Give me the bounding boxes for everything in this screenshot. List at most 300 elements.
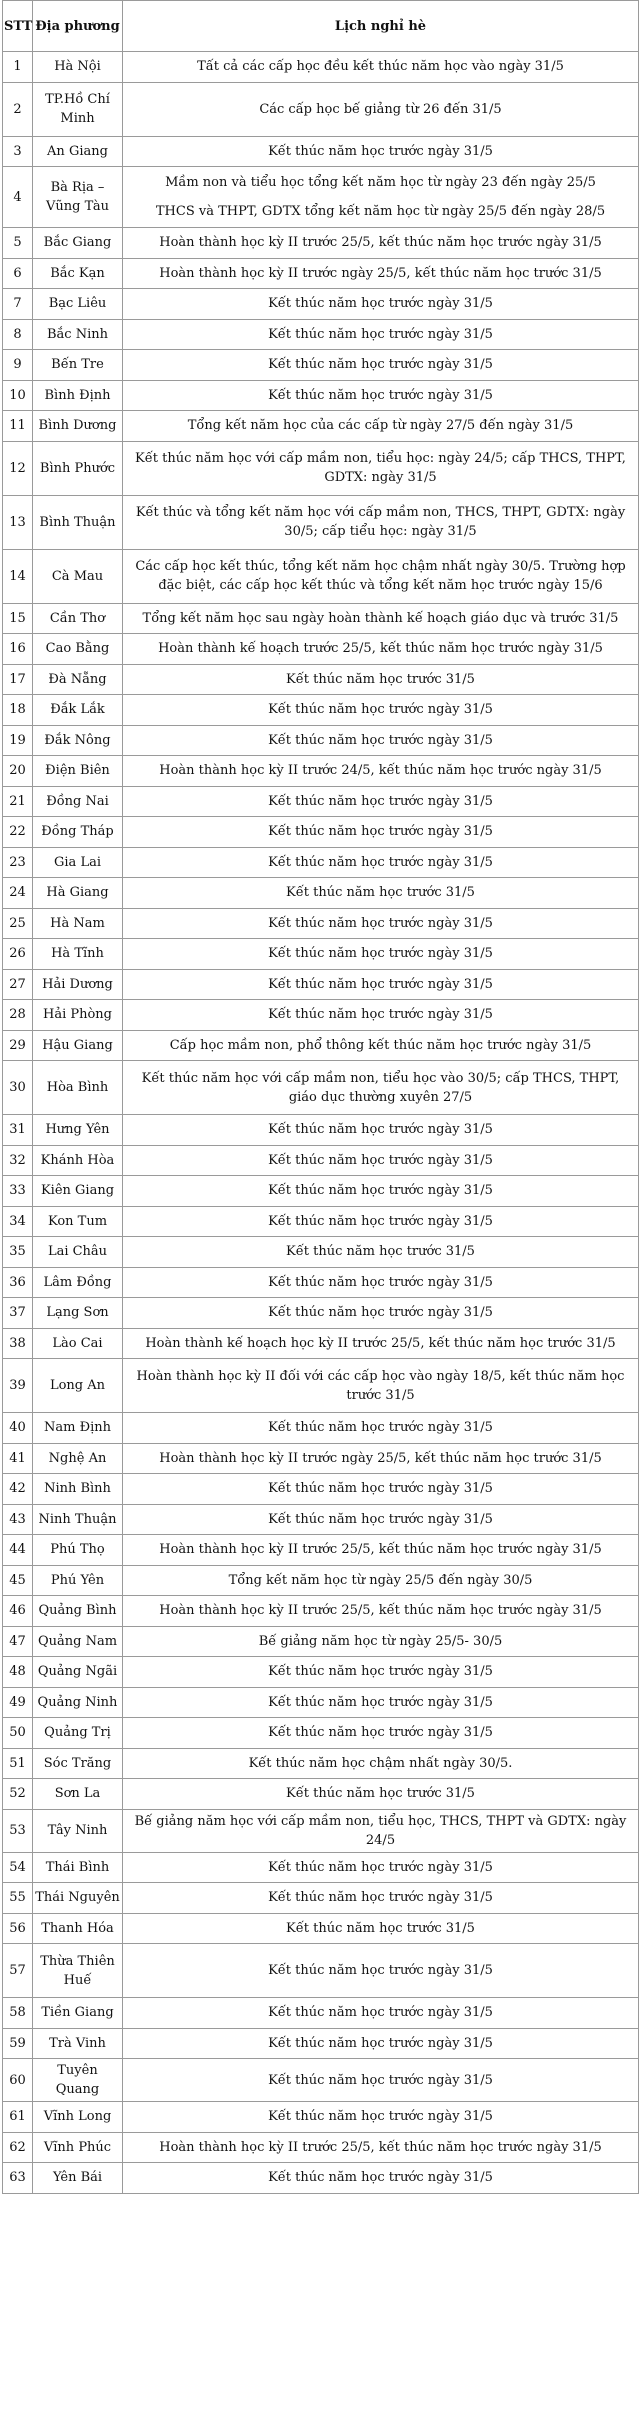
row-schedule (123, 664, 639, 695)
row-schedule (123, 1115, 639, 1146)
schedule-line: Tổng kết năm học từ ngày 25/5 đến ngày 30/5 (228, 1572, 533, 1588)
row-stt: 3 (3, 136, 33, 167)
row-stt: 9 (3, 350, 33, 381)
schedule-line: Kết thúc năm học trước ngày 31/5 (268, 915, 493, 931)
table-row (3, 1944, 639, 1998)
row-location: Đồng Nai (33, 786, 123, 817)
row-stt: 48 (3, 1657, 33, 1688)
table-row (3, 1267, 639, 1298)
row-stt: 57 (3, 1944, 33, 1998)
schedule-line: Kết thúc năm học trước ngày 31/5 (268, 2072, 493, 2088)
row-schedule (123, 1883, 639, 1914)
row-location: Hà Giang (33, 878, 123, 909)
schedule-line: Hoàn thành học kỳ II trước 25/5, kết thúc năm học trước ngày 31/5 (159, 1603, 602, 1619)
row-stt: 38 (3, 1328, 33, 1359)
schedule-line: Kết thúc năm học trước ngày 31/5 (268, 702, 493, 718)
table-row (3, 756, 639, 787)
row-schedule (123, 1000, 639, 1031)
row-schedule (123, 2059, 639, 2102)
schedule-line: Kết thúc năm học trước ngày 31/5 (268, 1007, 493, 1023)
row-schedule (123, 1413, 639, 1444)
schedule-line: Kết thúc năm học trước ngày 31/5 (268, 1213, 493, 1229)
row-location: Bắc Kạn (33, 258, 123, 289)
row-location: Cao Bằng (33, 634, 123, 665)
row-stt: 62 (3, 2132, 33, 2163)
row-schedule (123, 969, 639, 1000)
row-stt: 13 (3, 495, 33, 549)
row-location: Bạc Liêu (33, 289, 123, 320)
row-schedule (123, 1718, 639, 1749)
table-row (3, 2059, 639, 2102)
row-schedule (123, 1030, 639, 1061)
schedule-line: Kết thúc năm học trước ngày 31/5 (268, 1664, 493, 1680)
schedule-line: Hoàn thành học kỳ II trước ngày 25/5, kết thúc năm học trước 31/5 (159, 1450, 602, 1466)
schedule-line: Kết thúc năm học với cấp mầm non, tiểu học: ngày 24/5; cấp THCS, THPT, GDTX: ngày 31/5 (135, 451, 626, 485)
row-schedule (123, 1852, 639, 1883)
schedule-line: Kết thúc và tổng kết năm học với cấp mầm non, THCS, THPT, GDTX: ngày 30/5; cấp tiểu học: ngày 31/5 (135, 505, 626, 539)
table-row (3, 2102, 639, 2133)
schedule-line: Kết thúc năm học trước ngày 31/5 (268, 326, 493, 342)
schedule-line: Kết thúc năm học trước ngày 31/5 (268, 1122, 493, 1138)
row-schedule (123, 441, 639, 495)
row-stt: 60 (3, 2059, 33, 2102)
schedule-line: Hoàn thành học kỳ II đối với các cấp học vào ngày 18/5, kết thúc năm học trước 31/5 (136, 1368, 625, 1403)
row-stt: 1 (3, 52, 33, 83)
row-stt: 24 (3, 878, 33, 909)
row-location: Thái Nguyên (33, 1883, 123, 1914)
row-stt: 8 (3, 319, 33, 350)
schedule-line: Bế giảng năm học từ ngày 25/5- 30/5 (258, 1633, 503, 1649)
row-stt: 18 (3, 695, 33, 726)
table-row (3, 1145, 639, 1176)
row-location: Quảng Nam (33, 1626, 123, 1657)
table-row (3, 1298, 639, 1329)
row-location: Lai Châu (33, 1237, 123, 1268)
schedule-line: Kết thúc năm học trước 31/5 (286, 1244, 475, 1260)
row-location: Tiền Giang (33, 1998, 123, 2029)
row-stt: 55 (3, 1883, 33, 1914)
row-location: Ninh Bình (33, 1474, 123, 1505)
schedule-line: Kết thúc năm học trước ngày 31/5 (268, 296, 493, 312)
row-schedule (123, 878, 639, 909)
row-location: Vĩnh Long (33, 2102, 123, 2133)
row-schedule (123, 1061, 639, 1115)
table-row (3, 847, 639, 878)
row-schedule (123, 1748, 639, 1779)
row-schedule (123, 2132, 639, 2163)
table-row (3, 969, 639, 1000)
schedule-line: Tổng kết năm học của các cấp từ ngày 27/5 đến ngày 31/5 (187, 418, 574, 434)
row-stt: 52 (3, 1779, 33, 1810)
row-stt: 63 (3, 2163, 33, 2194)
table-row (3, 1596, 639, 1627)
row-location: Đà Nẵng (33, 664, 123, 695)
table-row (3, 908, 639, 939)
table-row (3, 1328, 639, 1359)
row-location: Bình Dương (33, 411, 123, 442)
row-stt: 26 (3, 939, 33, 970)
row-stt: 53 (3, 1809, 33, 1852)
table-row (3, 2028, 639, 2059)
table-row (3, 380, 639, 411)
row-schedule (123, 1474, 639, 1505)
schedule-line: Kết thúc năm học trước 31/5 (286, 885, 475, 901)
row-stt: 17 (3, 664, 33, 695)
table-body (3, 52, 639, 2194)
table-row (3, 1998, 639, 2029)
row-schedule (123, 380, 639, 411)
row-stt: 33 (3, 1176, 33, 1207)
row-schedule (123, 1626, 639, 1657)
row-stt: 34 (3, 1206, 33, 1237)
schedule-line: THCS và THPT, GDTX tổng kết năm học từ ngày 25/5 đến ngày 28/5 (155, 204, 606, 219)
schedule-line: Kết thúc năm học trước ngày 31/5 (268, 357, 493, 373)
row-stt: 45 (3, 1565, 33, 1596)
row-stt: 20 (3, 756, 33, 787)
table-row (3, 1718, 639, 1749)
row-location: Lâm Đồng (33, 1267, 123, 1298)
header-stt: STT (3, 1, 33, 52)
schedule-line: Bế giảng năm học với cấp mầm non, tiểu học, THCS, THPT và GDTX: ngày 24/5 (134, 1813, 627, 1848)
row-location: Quảng Bình (33, 1596, 123, 1627)
row-schedule (123, 1504, 639, 1535)
table-row (3, 1687, 639, 1718)
row-stt: 35 (3, 1237, 33, 1268)
row-location: Bắc Ninh (33, 319, 123, 350)
schedule-line: Hoàn thành học kỳ II trước 25/5, kết thúc năm học trước ngày 31/5 (159, 2139, 602, 2155)
row-schedule (123, 847, 639, 878)
row-stt: 21 (3, 786, 33, 817)
row-location: Điện Biên (33, 756, 123, 787)
schedule-line: Kết thúc năm học trước ngày 31/5 (268, 2170, 493, 2186)
row-stt: 14 (3, 549, 33, 603)
schedule-line: Kết thúc năm học trước ngày 31/5 (268, 1183, 493, 1199)
row-schedule (123, 908, 639, 939)
schedule-line: Kết thúc năm học trước ngày 31/5 (268, 2005, 493, 2021)
table-row (3, 1030, 639, 1061)
schedule-line: Hoàn thành học kỳ II trước 25/5, kết thúc năm học trước ngày 31/5 (159, 1542, 602, 1558)
schedule-line: Kết thúc năm học trước ngày 31/5 (268, 976, 493, 992)
schedule-line: Cấp học mầm non, phổ thông kết thúc năm học trước ngày 31/5 (169, 1037, 592, 1053)
row-location: Tuyên Quang (33, 2059, 123, 2102)
row-schedule (123, 1206, 639, 1237)
table-row (3, 1000, 639, 1031)
schedule-line: Kết thúc năm học trước ngày 31/5 (268, 1481, 493, 1497)
schedule-line: Kết thúc năm học trước ngày 31/5 (268, 1725, 493, 1741)
table-row (3, 52, 639, 83)
row-stt: 61 (3, 2102, 33, 2133)
table-row (3, 82, 639, 136)
schedule-line: Kết thúc năm học chậm nhất ngày 30/5. (248, 1755, 513, 1771)
row-location: Bắc Giang (33, 228, 123, 259)
row-location: Hải Dương (33, 969, 123, 1000)
row-schedule (123, 756, 639, 787)
schedule-line: Kết thúc năm học trước ngày 31/5 (268, 1305, 493, 1321)
row-location: Bình Phước (33, 441, 123, 495)
row-schedule (123, 634, 639, 665)
row-location: Vĩnh Phúc (33, 2132, 123, 2163)
row-stt: 23 (3, 847, 33, 878)
row-location: Hà Nam (33, 908, 123, 939)
row-schedule (123, 2163, 639, 2194)
row-location: Lạng Sơn (33, 1298, 123, 1329)
table-row (3, 1535, 639, 1566)
table-row (3, 441, 639, 495)
table-row (3, 786, 639, 817)
schedule-line: Tổng kết năm học sau ngày hoàn thành kế hoạch giáo dục và trước 31/5 (142, 610, 619, 626)
row-location: Nghệ An (33, 1443, 123, 1474)
row-location: Bình Định (33, 380, 123, 411)
table-row (3, 1852, 639, 1883)
table-row (3, 319, 639, 350)
schedule-line: Kết thúc năm học trước ngày 31/5 (268, 1420, 493, 1436)
schedule-line: Hoàn thành học kỳ II trước 25/5, kết thúc năm học trước ngày 31/5 (159, 235, 602, 251)
row-location: Kiên Giang (33, 1176, 123, 1207)
row-schedule (123, 136, 639, 167)
row-schedule (123, 817, 639, 848)
row-schedule (123, 695, 639, 726)
row-location: Quảng Ninh (33, 1687, 123, 1718)
row-location: Bến Tre (33, 350, 123, 381)
row-stt: 16 (3, 634, 33, 665)
row-schedule (123, 228, 639, 259)
row-location: Kon Tum (33, 1206, 123, 1237)
row-stt: 42 (3, 1474, 33, 1505)
table-row (3, 1626, 639, 1657)
schedule-line: Kết thúc năm học trước ngày 31/5 (268, 1152, 493, 1168)
table-row (3, 695, 639, 726)
row-location: Hà Tĩnh (33, 939, 123, 970)
row-schedule (123, 319, 639, 350)
table-row (3, 2163, 639, 2194)
row-stt: 6 (3, 258, 33, 289)
row-schedule (123, 1237, 639, 1268)
row-location: Phú Yên (33, 1565, 123, 1596)
row-schedule (123, 350, 639, 381)
row-location: Thái Bình (33, 1852, 123, 1883)
table-row (3, 1115, 639, 1146)
row-stt: 43 (3, 1504, 33, 1535)
table-row (3, 1237, 639, 1268)
schedule-line: Kết thúc năm học với cấp mầm non, tiểu học vào 30/5; cấp THCS, THPT, giáo dục thường xuyên 27/5 (141, 1070, 620, 1105)
table-row (3, 495, 639, 549)
table-row (3, 603, 639, 634)
table-row (3, 258, 639, 289)
row-stt: 44 (3, 1535, 33, 1566)
table-row (3, 1779, 639, 1810)
row-schedule (123, 939, 639, 970)
row-stt: 15 (3, 603, 33, 634)
row-stt: 54 (3, 1852, 33, 1883)
table-row (3, 1657, 639, 1688)
row-schedule (123, 1535, 639, 1566)
row-stt: 2 (3, 82, 33, 136)
table-row (3, 411, 639, 442)
row-schedule (123, 1944, 639, 1998)
schedule-line: Hoàn thành kế hoạch trước 25/5, kết thúc năm học trước ngày 31/5 (158, 641, 603, 657)
table-row (3, 634, 639, 665)
row-location: Hòa Bình (33, 1061, 123, 1115)
row-stt: 27 (3, 969, 33, 1000)
row-stt: 29 (3, 1030, 33, 1061)
row-schedule (123, 495, 639, 549)
row-stt: 41 (3, 1443, 33, 1474)
row-location: Gia Lai (33, 847, 123, 878)
row-location: Hưng Yên (33, 1115, 123, 1146)
row-location: Đồng Tháp (33, 817, 123, 848)
row-stt: 7 (3, 289, 33, 320)
table-row (3, 1913, 639, 1944)
row-schedule (123, 549, 639, 603)
table-row (3, 725, 639, 756)
schedule-line: Các cấp học bế giảng từ 26 đến 31/5 (259, 101, 502, 117)
schedule-line: Kết thúc năm học trước ngày 31/5 (268, 1890, 493, 1906)
summer-break-table (2, 0, 639, 2194)
table-row (3, 1883, 639, 1914)
schedule-line: Kết thúc năm học trước 31/5 (286, 671, 475, 687)
table-row (3, 1809, 639, 1852)
row-stt: 10 (3, 380, 33, 411)
schedule-line: Kết thúc năm học trước ngày 31/5 (268, 824, 493, 840)
row-stt: 4 (3, 167, 33, 228)
row-schedule (123, 603, 639, 634)
row-location: Cà Mau (33, 549, 123, 603)
row-stt: 12 (3, 441, 33, 495)
schedule-line: Kết thúc năm học trước ngày 31/5 (268, 946, 493, 962)
schedule-line: Kết thúc năm học trước ngày 31/5 (268, 1694, 493, 1710)
row-schedule (123, 1809, 639, 1852)
row-stt: 19 (3, 725, 33, 756)
row-stt: 47 (3, 1626, 33, 1657)
row-schedule (123, 1328, 639, 1359)
row-schedule (123, 1596, 639, 1627)
schedule-line: Kết thúc năm học trước ngày 31/5 (268, 2109, 493, 2125)
table-row (3, 664, 639, 695)
row-schedule (123, 258, 639, 289)
row-location: Nam Định (33, 1413, 123, 1444)
row-stt: 25 (3, 908, 33, 939)
row-stt: 40 (3, 1413, 33, 1444)
row-location: Bà Rịa – Vũng Tàu (33, 167, 123, 228)
row-location: Yên Bái (33, 2163, 123, 2194)
row-schedule (123, 2102, 639, 2133)
schedule-line: Kết thúc năm học trước ngày 31/5 (268, 732, 493, 748)
row-stt: 28 (3, 1000, 33, 1031)
row-stt: 30 (3, 1061, 33, 1115)
table-row (3, 136, 639, 167)
header-row (3, 1, 639, 52)
row-location: Long An (33, 1359, 123, 1413)
row-location: Sơn La (33, 1779, 123, 1810)
row-stt: 58 (3, 1998, 33, 2029)
schedule-line: Các cấp học kết thúc, tổng kết năm học chậm nhất ngày 30/5. Trường hợp đặc biệt, các cấp học kết thúc và tổng kết năm học trước ngày 15/6 (135, 559, 626, 593)
schedule-line: Kết thúc năm học trước ngày 31/5 (268, 1963, 493, 1978)
row-stt: 51 (3, 1748, 33, 1779)
row-schedule (123, 1145, 639, 1176)
schedule-line: Hoàn thành học kỳ II trước ngày 25/5, kết thúc năm học trước 31/5 (159, 265, 602, 281)
row-stt: 59 (3, 2028, 33, 2059)
row-location: TP.Hồ Chí Minh (33, 82, 123, 136)
row-location: Bình Thuận (33, 495, 123, 549)
row-location: Khánh Hòa (33, 1145, 123, 1176)
row-location: Quảng Trị (33, 1718, 123, 1749)
schedule-line: Kết thúc năm học trước ngày 31/5 (268, 854, 493, 870)
row-schedule (123, 725, 639, 756)
row-schedule (123, 1687, 639, 1718)
table-row (3, 878, 639, 909)
row-location: Đắk Nông (33, 725, 123, 756)
row-location: Thừa Thiên Huế (33, 1944, 123, 1998)
row-location: Thanh Hóa (33, 1913, 123, 1944)
schedule-line: Kết thúc năm học trước 31/5 (286, 1920, 475, 1936)
schedule-line: Kết thúc năm học trước ngày 31/5 (268, 387, 493, 403)
row-schedule (123, 1443, 639, 1474)
table-row (3, 549, 639, 603)
table-row (3, 1565, 639, 1596)
table-row (3, 350, 639, 381)
table-row (3, 2132, 639, 2163)
row-schedule (123, 82, 639, 136)
row-schedule (123, 1657, 639, 1688)
table-row (3, 1359, 639, 1413)
row-location: Cần Thơ (33, 603, 123, 634)
table-row (3, 1061, 639, 1115)
row-location: Trà Vinh (33, 2028, 123, 2059)
row-stt: 56 (3, 1913, 33, 1944)
row-schedule (123, 167, 639, 228)
row-schedule (123, 2028, 639, 2059)
row-location: Ninh Thuận (33, 1504, 123, 1535)
schedule-line: Kết thúc năm học trước ngày 31/5 (268, 2035, 493, 2051)
table-row (3, 1176, 639, 1207)
row-schedule (123, 1998, 639, 2029)
row-schedule (123, 52, 639, 83)
row-stt: 50 (3, 1718, 33, 1749)
schedule-line: Kết thúc năm học trước ngày 31/5 (268, 1274, 493, 1290)
schedule-line: Tất cả các cấp học đều kết thúc năm học vào ngày 31/5 (197, 59, 564, 75)
schedule-line: Mầm non và tiểu học tổng kết năm học từ ngày 23 đến ngày 25/5 (165, 175, 596, 190)
row-stt: 5 (3, 228, 33, 259)
row-stt: 39 (3, 1359, 33, 1413)
row-location: Đắk Lắk (33, 695, 123, 726)
table-row (3, 939, 639, 970)
row-schedule (123, 289, 639, 320)
row-location: Hải Phòng (33, 1000, 123, 1031)
row-location: Quảng Ngãi (33, 1657, 123, 1688)
row-location: Tây Ninh (33, 1809, 123, 1852)
row-location: An Giang (33, 136, 123, 167)
schedule-line: Kết thúc năm học trước ngày 31/5 (268, 793, 493, 809)
schedule-line: Hoàn thành học kỳ II trước 24/5, kết thúc năm học trước ngày 31/5 (159, 763, 602, 779)
row-stt: 22 (3, 817, 33, 848)
row-stt: 36 (3, 1267, 33, 1298)
table-row (3, 1206, 639, 1237)
table-row (3, 1504, 639, 1535)
row-location: Hà Nội (33, 52, 123, 83)
row-location: Hậu Giang (33, 1030, 123, 1061)
row-stt: 46 (3, 1596, 33, 1627)
schedule-line: Hoàn thành kế hoạch học kỳ II trước 25/5, kết thúc năm học trước 31/5 (145, 1335, 616, 1351)
table-row (3, 1443, 639, 1474)
table-row (3, 817, 639, 848)
row-schedule (123, 1565, 639, 1596)
row-schedule (123, 786, 639, 817)
row-schedule (123, 1779, 639, 1810)
table-row (3, 1474, 639, 1505)
schedule-line: Kết thúc năm học trước ngày 31/5 (268, 1511, 493, 1527)
row-stt: 49 (3, 1687, 33, 1718)
header-location: Địa phương (33, 1, 123, 52)
